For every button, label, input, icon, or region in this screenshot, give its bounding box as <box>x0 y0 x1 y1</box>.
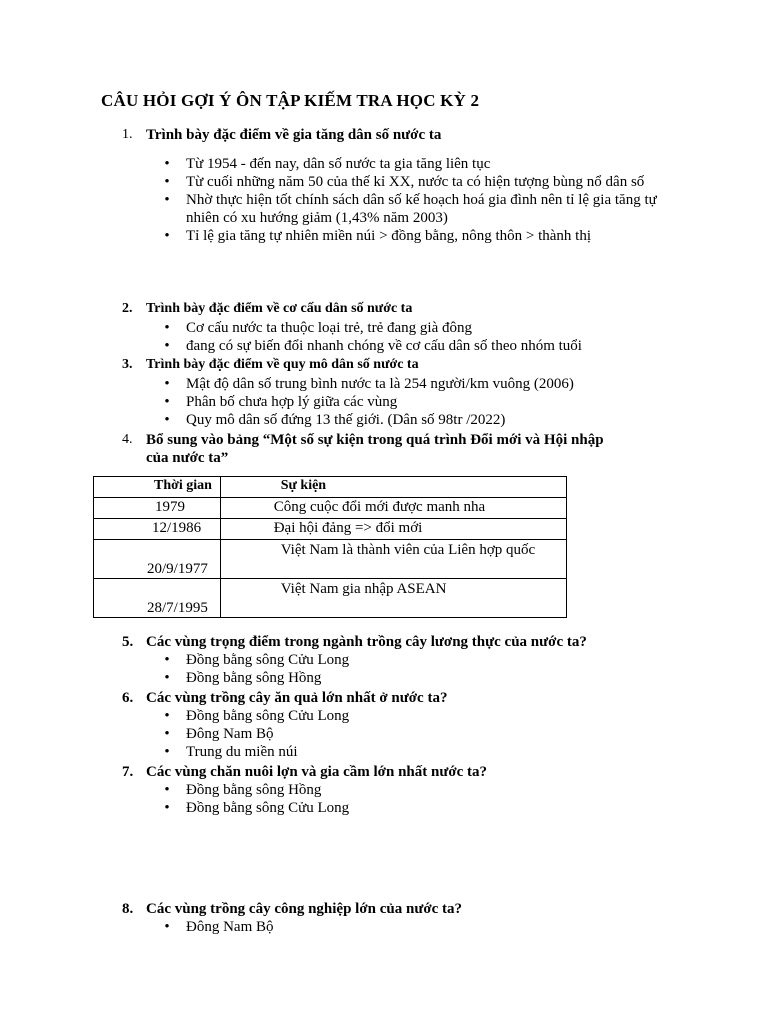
bullet-icon: • <box>164 800 170 816</box>
table-cell-time: 20/9/1977 <box>94 540 221 579</box>
bullet-icon: • <box>164 919 170 935</box>
question-number: 4. <box>122 432 133 447</box>
bullet-icon: • <box>164 228 170 244</box>
document-title: CÂU HỎI GỢI Ý ÔN TẬP KIẾM TRA HỌC KỲ 2 <box>101 91 480 110</box>
bullet-icon: • <box>164 708 170 724</box>
answer-list-6 <box>161 707 681 761</box>
bullet-icon: • <box>164 394 170 410</box>
bullet-icon: • <box>164 338 170 354</box>
bullet-icon: • <box>164 670 170 686</box>
question-heading: Trình bày đặc điểm về gia tăng dân số nước ta <box>146 127 442 143</box>
table-cell-time: 12/1986 <box>94 519 221 540</box>
list-item: • Đồng bằng sông Hồng <box>161 781 681 799</box>
list-item: • Tỉ lệ gia tăng tự nhiên miền núi > đồng bằng, nông thôn > thành thị <box>161 227 671 245</box>
bullet-icon: • <box>164 320 170 336</box>
list-item: • Cơ cấu nước ta thuộc loại trẻ, trẻ đang già đông <box>161 319 681 337</box>
bullet-icon: • <box>164 782 170 798</box>
question-heading: Các vùng chăn nuôi lợn và gia cầm lớn nhất nước ta? <box>146 764 488 780</box>
table-cell-time: 28/7/1995 <box>94 579 221 618</box>
answer-list-2 <box>161 319 681 355</box>
list-item: • Từ 1954 - đến nay, dân số nước ta gia tăng liên tục <box>161 155 671 173</box>
table-cell-event: Đại hội đảng => đổi mới <box>220 519 566 540</box>
bullet-icon: • <box>164 412 170 428</box>
question-number: 8. <box>122 901 134 917</box>
list-item: • Đông Nam Bộ <box>161 725 681 743</box>
table-header-row <box>94 477 567 498</box>
question-number: 2. <box>122 301 133 316</box>
list-item: • đang có sự biến đổi nhanh chóng về cơ cấu dân số theo nhóm tuổi <box>161 337 681 355</box>
table-row <box>94 540 567 579</box>
bullet-icon: • <box>164 376 170 392</box>
list-item: • Trung du miền núi <box>161 743 681 761</box>
bullet-icon: • <box>164 174 170 190</box>
question-number: 6. <box>122 690 134 706</box>
bullet-icon: • <box>164 156 170 172</box>
column-header-event: Sự kiện <box>220 477 566 498</box>
list-item: • Mật độ dân số trung bình nước ta là 254 người/km vuông (2006) <box>161 375 681 393</box>
table-cell-event: Việt Nam là thành viên của Liên hợp quốc <box>220 540 566 579</box>
list-item: • Đồng bằng sông Hồng <box>161 669 681 687</box>
table-row <box>94 519 567 540</box>
events-table <box>93 476 567 618</box>
list-item: • Đồng bằng sông Cửu Long <box>161 651 681 669</box>
list-item: • Từ cuối những năm 50 của thế kỉ XX, nước ta có hiện tượng bùng nổ dân số <box>161 173 671 191</box>
answer-list-3 <box>161 375 681 429</box>
question-heading: Các vùng trọng điểm trong ngành trồng cây lương thực của nước ta? <box>146 634 587 650</box>
answer-list-8 <box>161 918 681 936</box>
list-item: • Đông Nam Bộ <box>161 918 681 936</box>
answer-list-1 <box>161 155 671 245</box>
answer-list-7 <box>161 781 681 817</box>
bullet-icon: • <box>164 726 170 742</box>
list-item: • Đồng bằng sông Cửu Long <box>161 799 681 817</box>
question-heading-line-1: Bổ sung vào bảng “Một số sự kiện trong quá trình Đổi mới và Hội nhập <box>146 432 604 448</box>
question-heading: Trình bày đặc điểm về quy mô dân số nước ta <box>146 357 419 372</box>
question-heading: Các vùng trồng cây công nghiệp lớn của nước ta? <box>146 901 463 917</box>
table-cell-event: Công cuộc đổi mới được manh nha <box>220 498 566 519</box>
question-heading: Các vùng trồng cây ăn quả lớn nhất ở nước ta? <box>146 690 448 706</box>
table-row <box>94 498 567 519</box>
question-heading-line-2: của nước ta” <box>146 450 229 466</box>
list-item: • Nhờ thực hiện tốt chính sách dân số kế hoạch hoá gia đình nên tỉ lệ gia tăng tự nhiên có xu hướng giảm (1,43% năm 2003) <box>161 191 671 227</box>
list-item: • Quy mô dân số đứng 13 thế giới. (Dân số 98tr /2022) <box>161 411 681 429</box>
question-number: 3. <box>122 357 133 372</box>
bullet-icon: • <box>164 744 170 760</box>
question-number: 5. <box>122 634 134 650</box>
list-item: • Phân bố chưa hợp lý giữa các vùng <box>161 393 681 411</box>
bullet-icon: • <box>164 652 170 668</box>
question-number: 7. <box>122 764 134 780</box>
list-item: • Đồng bằng sông Cửu Long <box>161 707 681 725</box>
bullet-icon: • <box>164 192 170 208</box>
question-4 <box>122 431 682 471</box>
table-cell-time: 1979 <box>94 498 221 519</box>
answer-list-5 <box>161 651 681 687</box>
table-row <box>94 579 567 618</box>
column-header-time: Thời gian <box>94 477 221 498</box>
question-number: 1. <box>122 127 133 142</box>
question-heading: Trình bày đặc điểm về cơ cấu dân số nước ta <box>146 301 413 316</box>
table-cell-event: Việt Nam gia nhập ASEAN <box>220 579 566 618</box>
